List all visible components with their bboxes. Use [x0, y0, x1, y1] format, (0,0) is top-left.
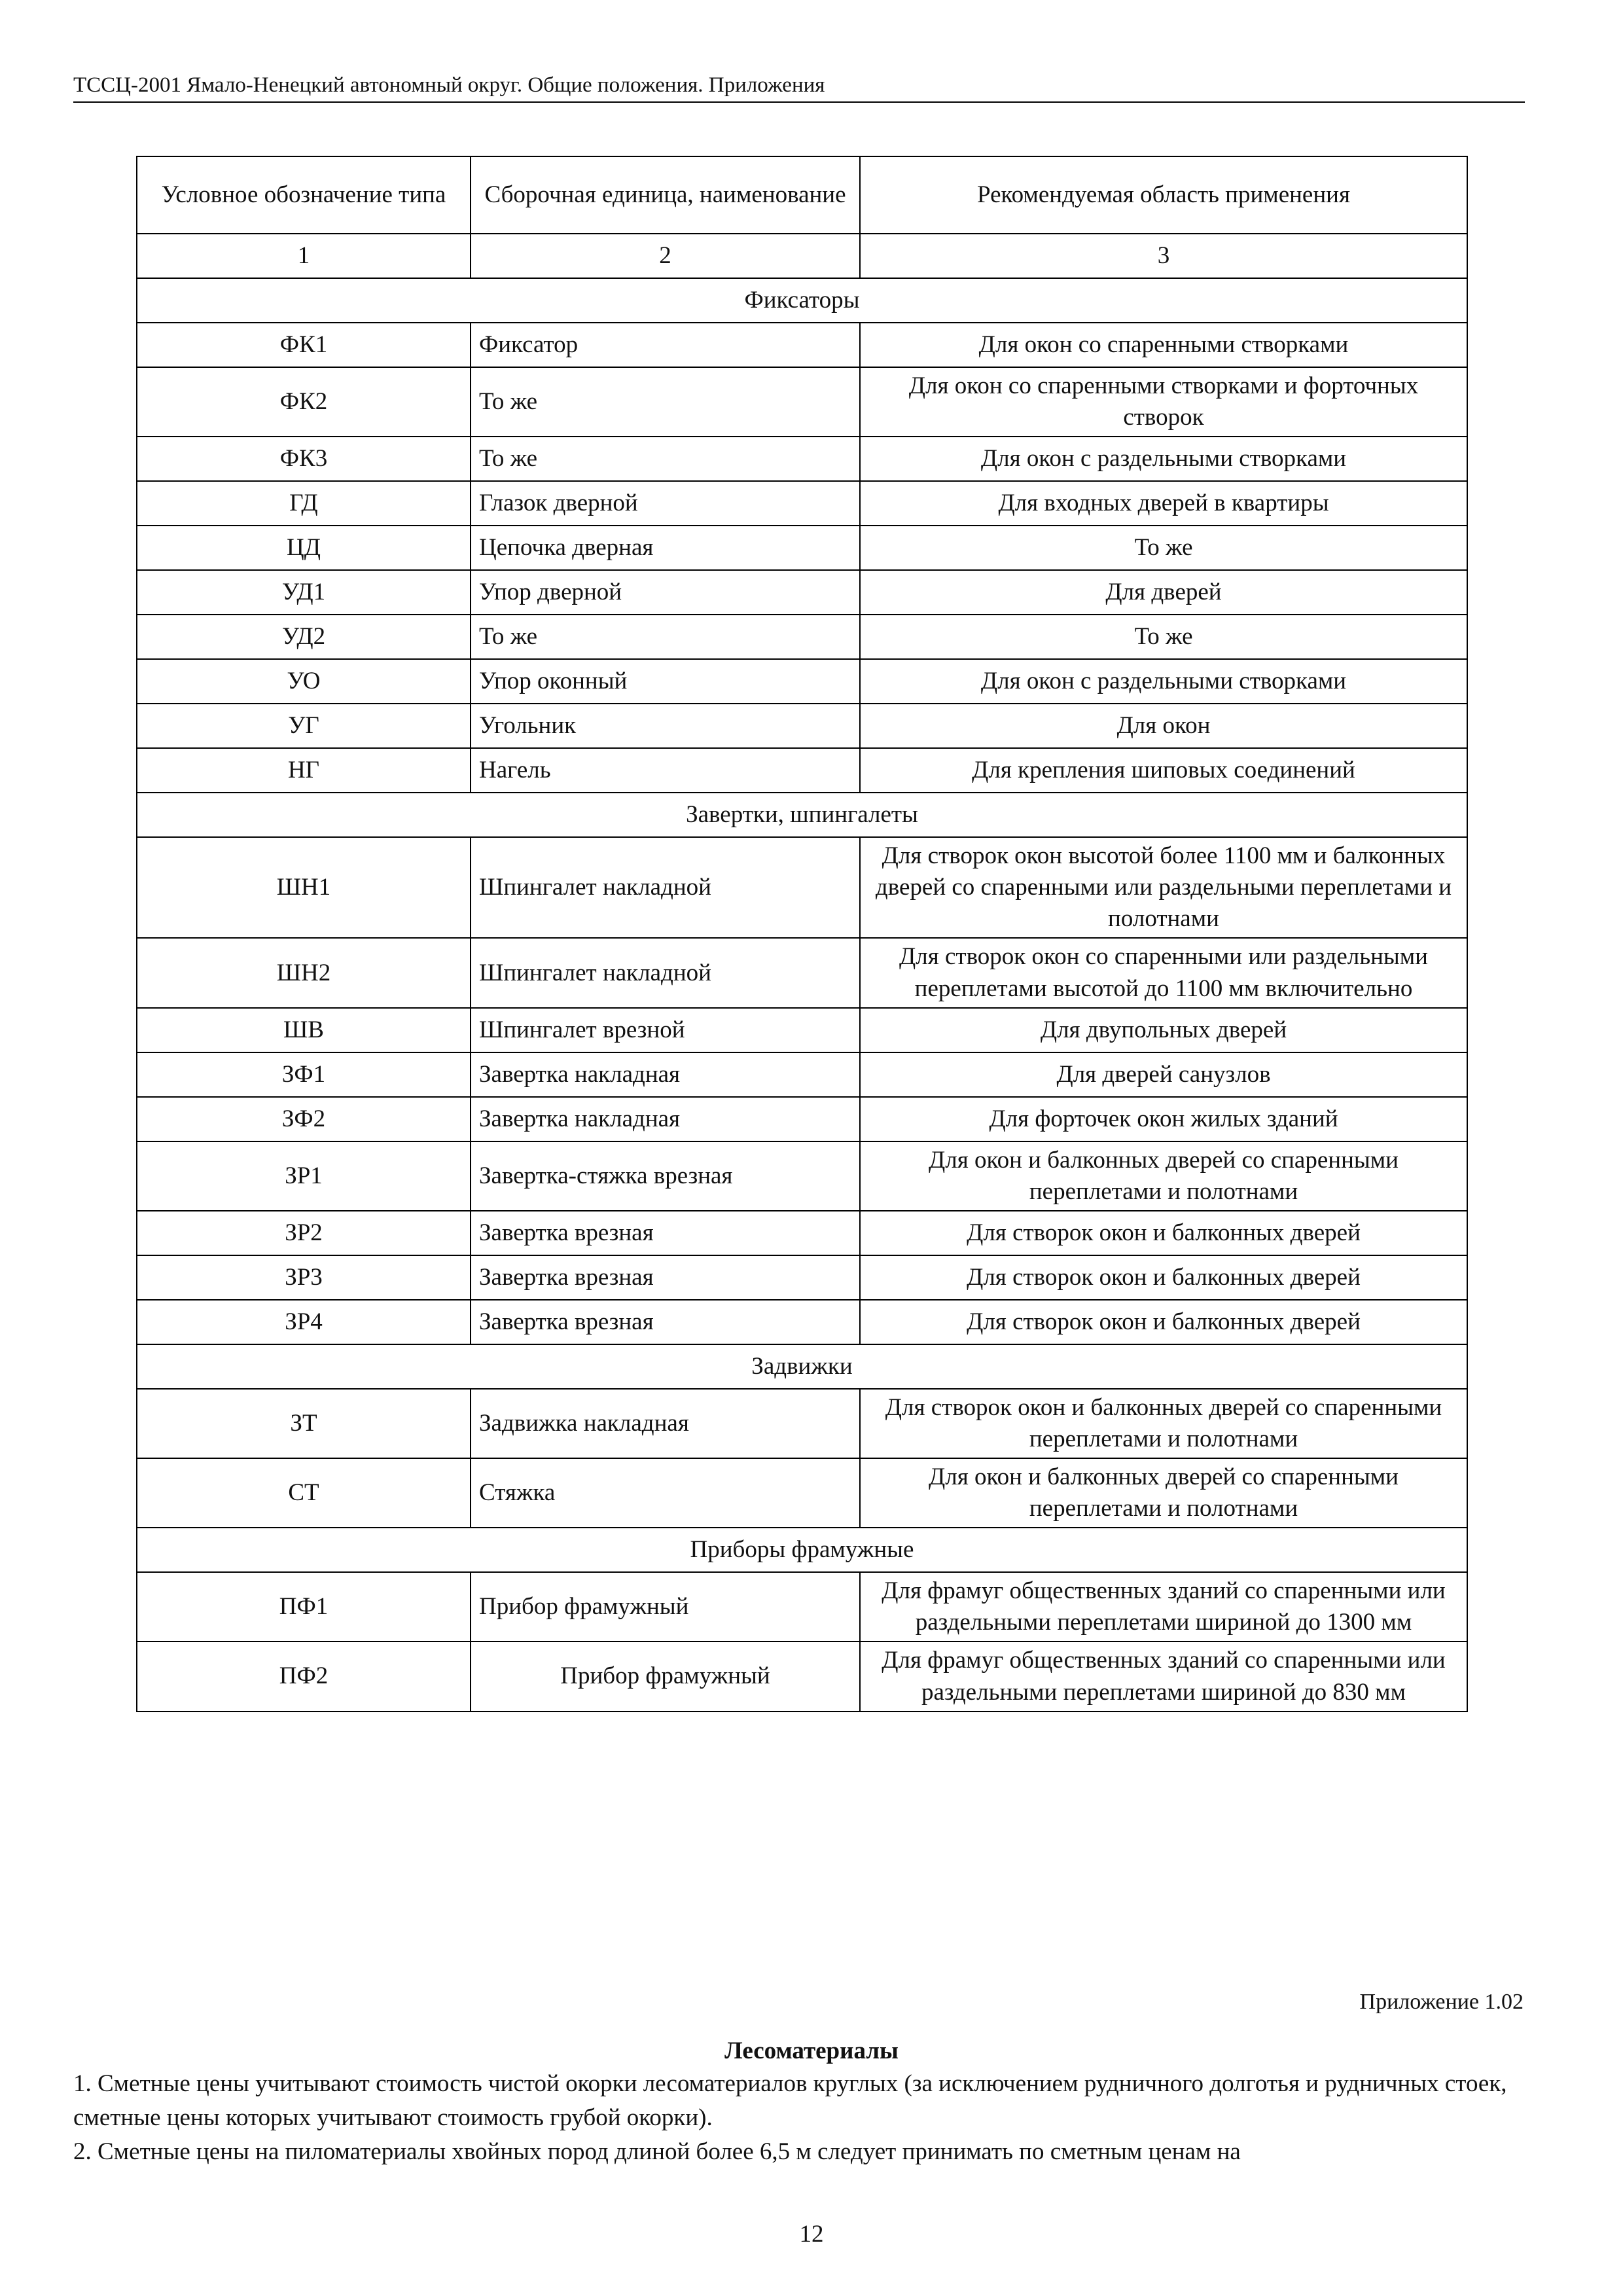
page-number: 12 — [799, 2221, 824, 2248]
type-code-cell: ЗР4 — [137, 1300, 471, 1344]
application-cell: Для окон с раздельными створками — [860, 437, 1467, 481]
type-code-cell: ФК3 — [137, 437, 471, 481]
section-row — [137, 1528, 1467, 1572]
unit-name-cell: Завертка накладная — [471, 1052, 860, 1097]
unit-name-cell: То же — [471, 367, 860, 437]
type-code-cell: УД2 — [137, 615, 471, 659]
unit-name-cell: То же — [471, 615, 860, 659]
section-title-cell: Фиксаторы — [137, 278, 1467, 323]
type-code-cell: УО — [137, 659, 471, 704]
type-code-cell: ЗФ1 — [137, 1052, 471, 1097]
application-cell: Для крепления шиповых соединений — [860, 748, 1467, 793]
application-cell: Для створок окон высотой более 1100 мм и балконных дверей со спаренными или раздельными переплетами и полотнами — [860, 837, 1467, 938]
application-cell: Для двупольных дверей — [860, 1008, 1467, 1052]
table-row — [137, 1211, 1467, 1255]
section-title-cell: Завертки, шпингалеты — [137, 793, 1467, 837]
table-row — [137, 659, 1467, 704]
column-number: 1 — [137, 234, 471, 278]
application-cell: То же — [860, 615, 1467, 659]
unit-name-cell: Угольник — [471, 704, 860, 748]
application-cell: Для окон с раздельными створками — [860, 659, 1467, 704]
table-row — [137, 1141, 1467, 1211]
application-cell: Для входных дверей в квартиры — [860, 481, 1467, 526]
section-row — [137, 278, 1467, 323]
type-code-cell: ШН2 — [137, 938, 471, 1007]
unit-name-cell: Шпингалет врезной — [471, 1008, 860, 1052]
type-code-cell: ПФ2 — [137, 1641, 471, 1711]
column-number: 3 — [860, 234, 1467, 278]
type-code-cell: ФК2 — [137, 367, 471, 437]
unit-name-cell: Завертка накладная — [471, 1097, 860, 1141]
application-cell: Для створок окон со спаренными или раздельными переплетами высотой до 1100 мм включительно — [860, 938, 1467, 1007]
table-row — [137, 526, 1467, 570]
unit-name-cell: Задвижка накладная — [471, 1389, 860, 1458]
section-title-cell: Задвижки — [137, 1344, 1467, 1389]
column-numbers-row — [137, 234, 1467, 278]
application-cell: Для створок окон и балконных дверей со спаренными переплетами и полотнами — [860, 1389, 1467, 1458]
section-row — [137, 793, 1467, 837]
section-title: Лесоматериалы — [724, 2037, 899, 2064]
table-row — [137, 437, 1467, 481]
table-row — [137, 481, 1467, 526]
application-cell: Для форточек окон жилых зданий — [860, 1097, 1467, 1141]
running-header: ТССЦ-2001 Ямало-Ненецкий автономный округ. Общие положения. Приложения — [73, 73, 1525, 103]
type-code-cell: УГ — [137, 704, 471, 748]
type-code-cell: ШН1 — [137, 837, 471, 938]
table-row — [137, 323, 1467, 367]
table-row — [137, 1008, 1467, 1052]
application-cell: Для створок окон и балконных дверей — [860, 1255, 1467, 1300]
unit-name-cell: Завертка врезная — [471, 1211, 860, 1255]
column-number: 2 — [471, 234, 860, 278]
column-header-application: Рекомендуемая область применения — [860, 156, 1467, 234]
application-cell: То же — [860, 526, 1467, 570]
unit-name-cell: Упор оконный — [471, 659, 860, 704]
hardware-table — [136, 156, 1468, 1712]
table-row — [137, 748, 1467, 793]
application-cell: Для окон и балконных дверей со спаренными переплетами и полотнами — [860, 1458, 1467, 1528]
type-code-cell: ШВ — [137, 1008, 471, 1052]
application-cell: Для окон и балконных дверей со спаренными переплетами и полотнами — [860, 1141, 1467, 1211]
type-code-cell: ЗР2 — [137, 1211, 471, 1255]
application-cell: Для фрамуг общественных зданий со спаренными или раздельными переплетами шириной до 1300 мм — [860, 1572, 1467, 1641]
unit-name-cell: Прибор фрамужный — [471, 1641, 860, 1711]
table-row — [137, 1572, 1467, 1641]
application-cell: Для дверей санузлов — [860, 1052, 1467, 1097]
unit-name-cell: Глазок дверной — [471, 481, 860, 526]
section-row — [137, 1344, 1467, 1389]
table-row — [137, 1052, 1467, 1097]
paragraph: 2. Сметные цены на пиломатериалы хвойных пород длиной более 6,5 м следует принимать по сметным ценам на — [73, 2138, 1241, 2165]
table-row — [137, 704, 1467, 748]
unit-name-cell: То же — [471, 437, 860, 481]
unit-name-cell: Прибор фрамужный — [471, 1572, 860, 1641]
table-row — [137, 837, 1467, 938]
type-code-cell: ФК1 — [137, 323, 471, 367]
application-cell: Для окон — [860, 704, 1467, 748]
column-header-code: Условное обозначение типа — [137, 156, 471, 234]
unit-name-cell: Завертка врезная — [471, 1255, 860, 1300]
type-code-cell: ЗТ — [137, 1389, 471, 1458]
table-row — [137, 570, 1467, 615]
table-row — [137, 367, 1467, 437]
table-row — [137, 1300, 1467, 1344]
application-cell: Для створок окон и балконных дверей — [860, 1300, 1467, 1344]
unit-name-cell: Упор дверной — [471, 570, 860, 615]
unit-name-cell: Завертка врезная — [471, 1300, 860, 1344]
type-code-cell: ЗФ2 — [137, 1097, 471, 1141]
unit-name-cell: Фиксатор — [471, 323, 860, 367]
application-cell: Для дверей — [860, 570, 1467, 615]
application-cell: Для створок окон и балконных дверей — [860, 1211, 1467, 1255]
type-code-cell: ГД — [137, 481, 471, 526]
table-row — [137, 1641, 1467, 1711]
application-cell: Для фрамуг общественных зданий со спаренными или раздельными переплетами шириной до 830 мм — [860, 1641, 1467, 1711]
application-cell: Для окон со спаренными створками и форточных створок — [860, 367, 1467, 437]
paragraph: 1. Сметные цены учитывают стоимость чистой окорки лесоматериалов круглых (за исключением рудничного долготья и рудничных стоек, сметные цены которых учитывают стоимость грубой окорки). — [73, 2070, 1507, 2131]
type-code-cell: ЗР3 — [137, 1255, 471, 1300]
unit-name-cell: Завертка-стяжка врезная — [471, 1141, 860, 1211]
type-code-cell: ПФ1 — [137, 1572, 471, 1641]
type-code-cell: НГ — [137, 748, 471, 793]
unit-name-cell: Нагель — [471, 748, 860, 793]
table-row — [137, 615, 1467, 659]
unit-name-cell: Шпингалет накладной — [471, 837, 860, 938]
table-row — [137, 1389, 1467, 1458]
unit-name-cell: Цепочка дверная — [471, 526, 860, 570]
type-code-cell: ЗР1 — [137, 1141, 471, 1211]
section-title-cell: Приборы фрамужные — [137, 1528, 1467, 1572]
type-code-cell: УД1 — [137, 570, 471, 615]
type-code-cell: СТ — [137, 1458, 471, 1528]
appendix-label: Приложение 1.02 — [1359, 1990, 1524, 2014]
table-row — [137, 938, 1467, 1007]
unit-name-cell: Стяжка — [471, 1458, 860, 1528]
table-row — [137, 1458, 1467, 1528]
unit-name-cell: Шпингалет накладной — [471, 938, 860, 1007]
application-cell: Для окон со спаренными створками — [860, 323, 1467, 367]
type-code-cell: ЦД — [137, 526, 471, 570]
table-row — [137, 1255, 1467, 1300]
column-header-name: Сборочная единица, наименование — [471, 156, 860, 234]
table-row — [137, 1097, 1467, 1141]
